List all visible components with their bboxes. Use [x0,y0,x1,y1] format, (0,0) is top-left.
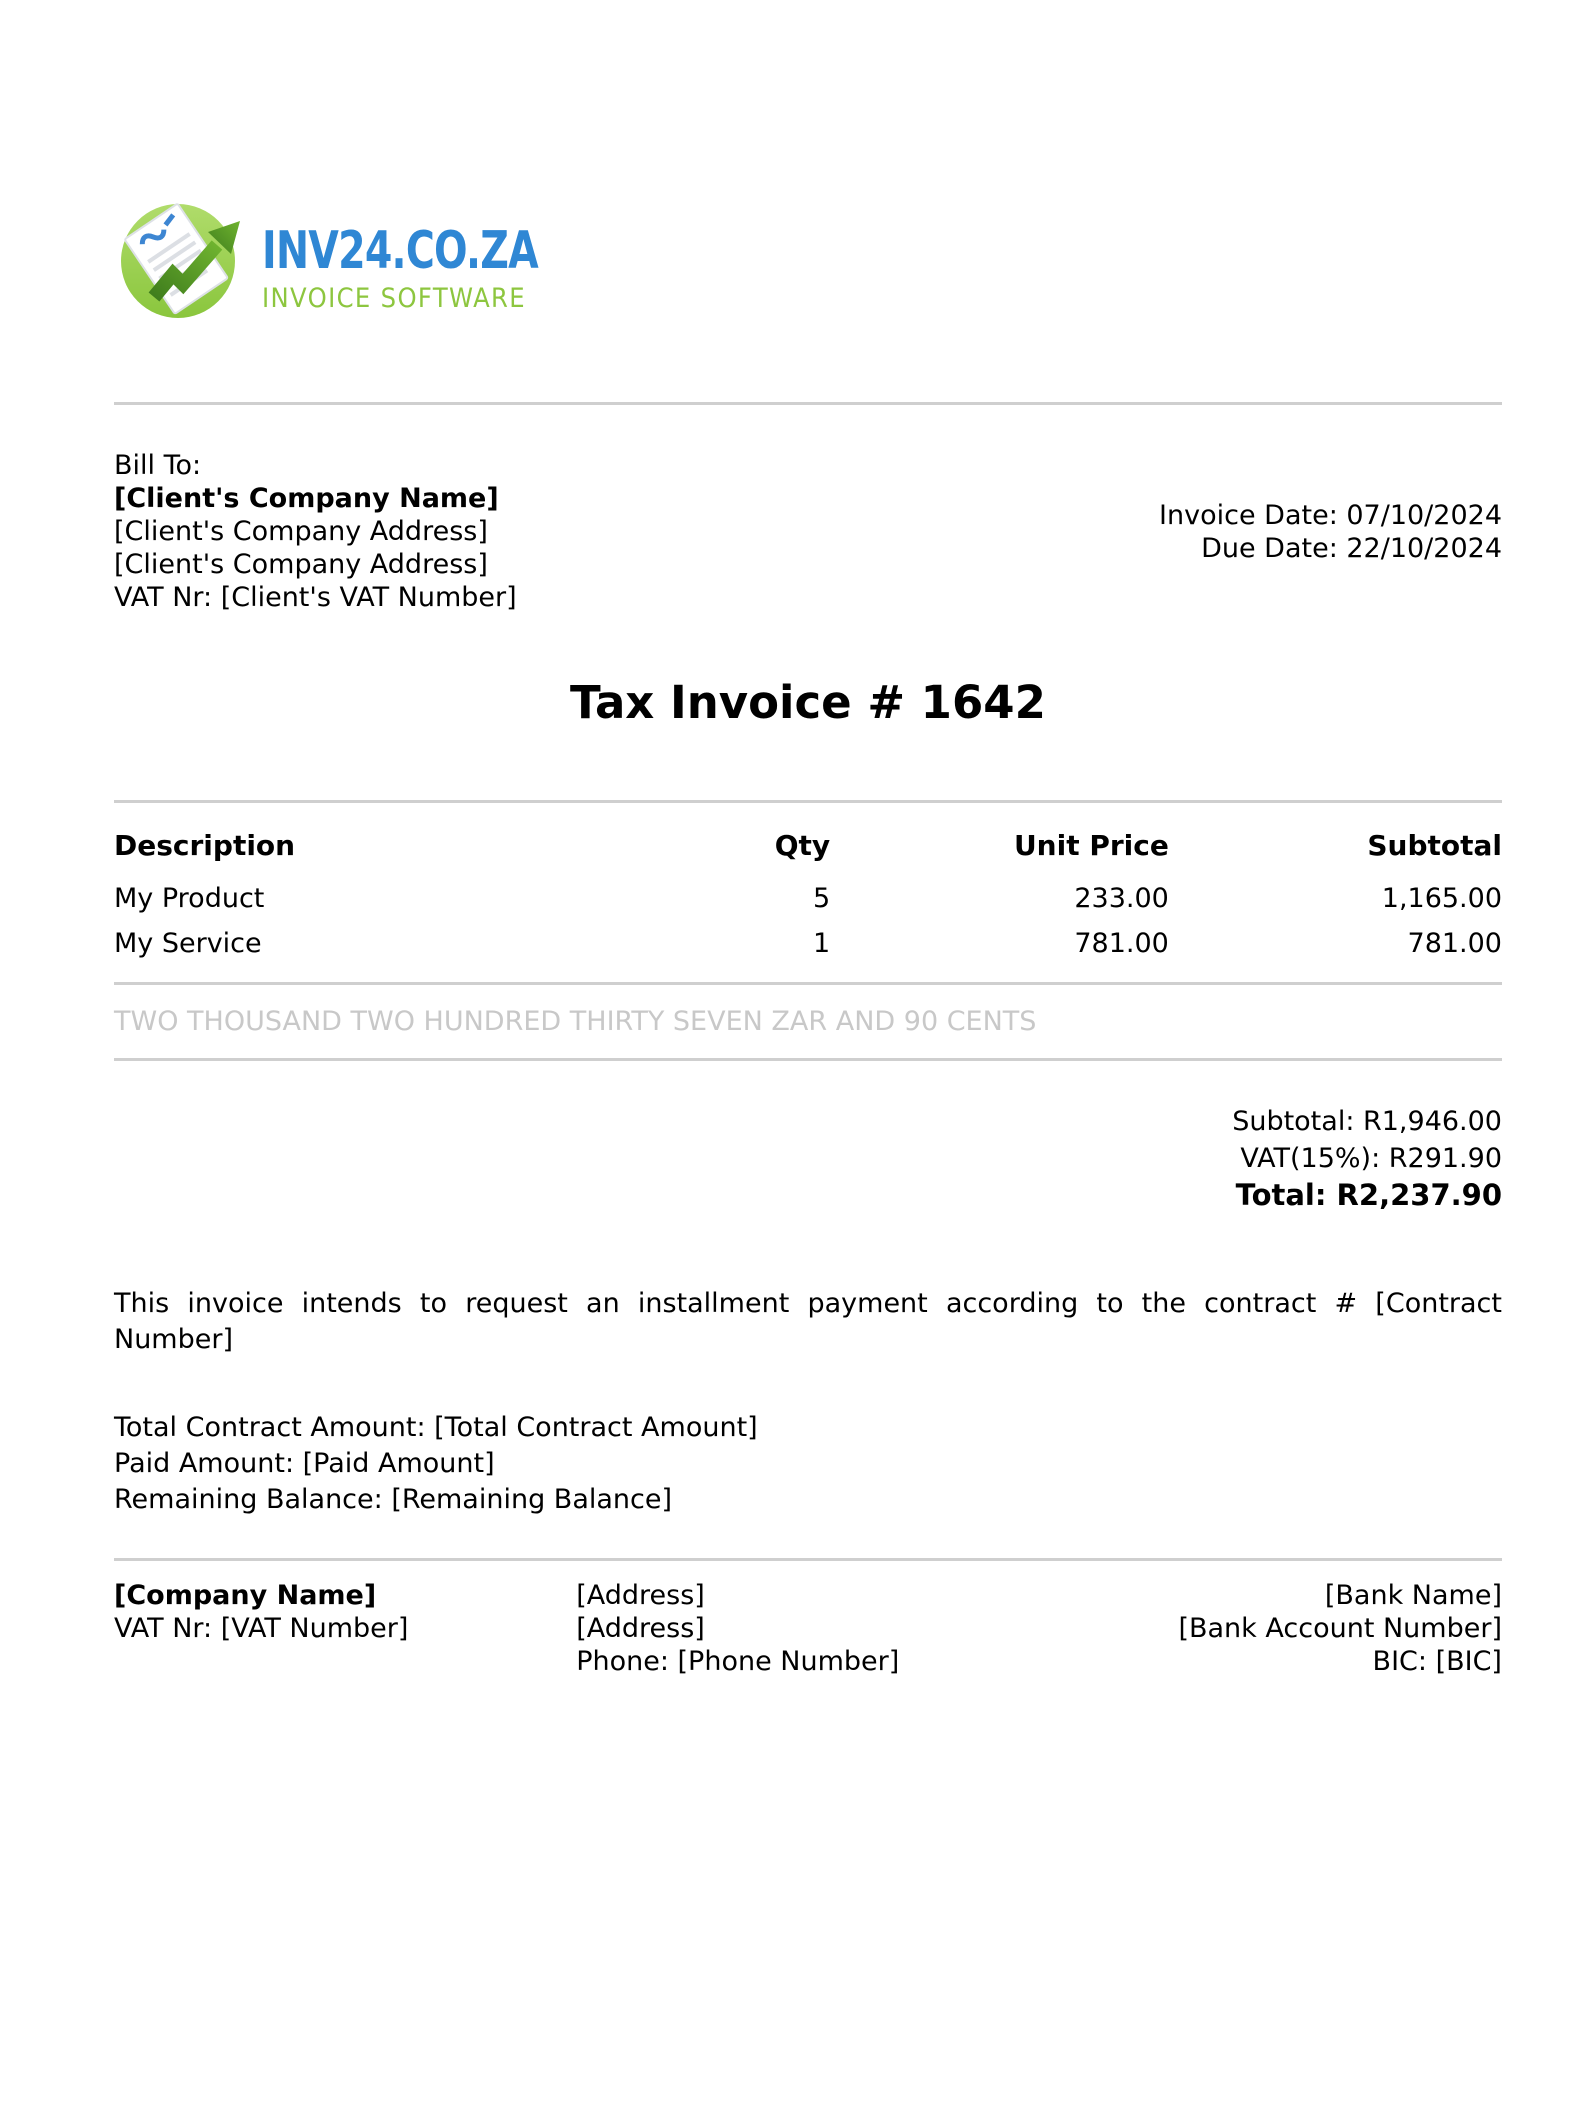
brand-tagline: INVOICE SOFTWARE [262,283,526,314]
table-header-row [114,802,1502,877]
separator-top [114,402,1502,405]
logo [114,195,1502,319]
client-address-line-2: [Client's Company Address] [114,549,488,580]
company-address-line-2: [Address] [576,1613,705,1644]
bank-bic: BIC: [BIC] [1372,1646,1502,1677]
line-items-table [114,800,1502,966]
item-unit-price: 233.00 [1074,883,1169,914]
bill-to-block [114,449,517,614]
item-description: My Product [114,883,265,914]
bill-to-label: Bill To: [114,450,202,481]
separator-below-amount-words [114,1058,1502,1061]
footer [114,1579,1502,1678]
company-address-line-1: [Address] [576,1580,705,1611]
item-qty: 5 [813,883,831,914]
total-contract-amount: Total Contract Amount: [Total Contract Amount] [114,1412,758,1443]
brand-name: INV24.CO.ZA [262,221,538,281]
invoice-title: Tax Invoice # 1642 [570,676,1046,729]
table-row [114,921,1502,966]
header-unit-price: Unit Price [830,802,1169,877]
header-qty: Qty [697,802,830,877]
remaining-balance: Remaining Balance: [Remaining Balance] [114,1484,673,1515]
inv24-logo-icon [114,195,248,319]
invoice-date: Invoice Date: 07/10/2024 [1159,500,1502,531]
company-phone: Phone: [Phone Number] [576,1646,900,1677]
bank-account-number: [Bank Account Number] [1178,1613,1502,1644]
amount-in-words: TWO THOUSAND TWO HUNDRED THIRTY SEVEN ZAR AND 90 CENTS [114,1006,1037,1037]
item-subtotal: 1,165.00 [1381,883,1502,914]
vat-line: VAT(15%): R291.90 [1240,1143,1502,1174]
company-name: [Company Name] [114,1580,377,1611]
footer-bank-column [1086,1579,1502,1678]
item-subtotal: 781.00 [1407,928,1502,959]
table-row [114,876,1502,921]
client-address-line-1: [Client's Company Address] [114,516,488,547]
client-company-name: [Client's Company Name] [114,483,499,514]
installment-note: This invoice intends to request an installment payment according to the contract # [Contract Number] [114,1288,1502,1355]
total-line: Total: R2,237.90 [1235,1178,1502,1212]
footer-contact-column [576,1579,1085,1678]
paid-amount: Paid Amount: [Paid Amount] [114,1448,495,1479]
item-description: My Service [114,928,262,959]
footer-company-column [114,1579,576,1678]
due-date: Due Date: 22/10/2024 [1201,533,1502,564]
header-description: Description [114,802,697,877]
contract-block [114,1410,1502,1518]
separator-footer [114,1558,1502,1561]
logo-text [262,195,625,312]
invoice-content [0,195,1596,1678]
company-vat-number: VAT Nr: [VAT Number] [114,1613,409,1644]
header-subtotal: Subtotal [1169,802,1502,877]
bank-name: [Bank Name] [1324,1580,1502,1611]
subtotal-line: Subtotal: R1,946.00 [1232,1106,1502,1137]
item-qty: 1 [813,928,831,959]
dates-block [1159,499,1502,614]
totals-block [114,1103,1502,1214]
billing-section [114,449,1502,614]
client-vat-number: VAT Nr: [Client's VAT Number] [114,582,517,613]
item-unit-price: 781.00 [1074,928,1169,959]
